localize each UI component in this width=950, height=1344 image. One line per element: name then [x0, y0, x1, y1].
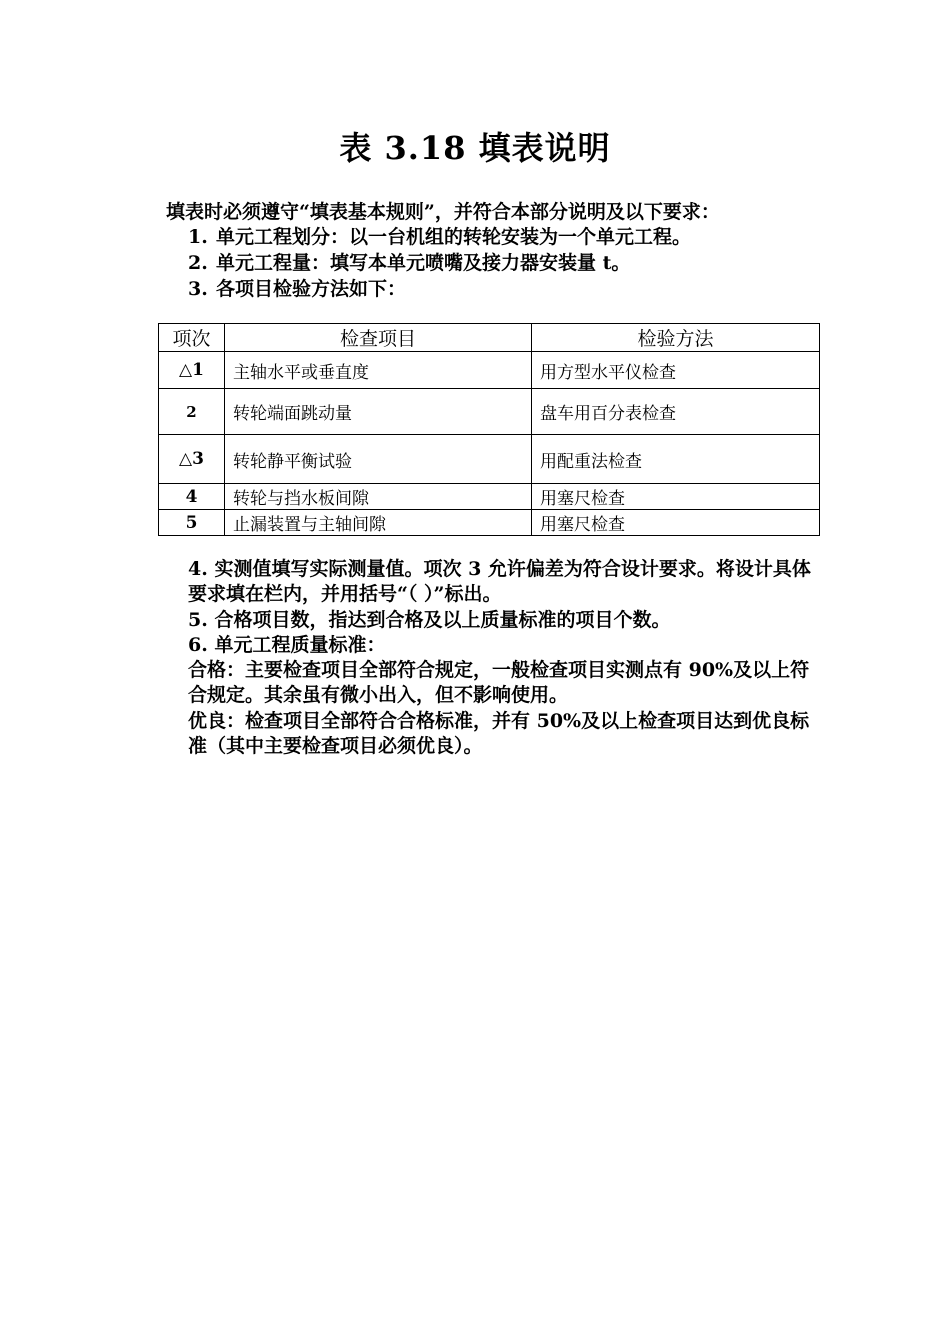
requirement-item [188, 250, 691, 276]
row-no: △3 [159, 435, 225, 484]
row-item: 主轴水平或垂直度 [225, 352, 532, 389]
page-title: 表 3.18 填表说明 [339, 129, 611, 167]
inspection-methods-table [158, 323, 820, 536]
header-no: 项次 [159, 324, 225, 352]
intro-text: 填表时必须遵守“填表基本规则”，并符合本部分说明及以下要求： [166, 201, 720, 223]
table-header-row [159, 324, 820, 352]
header-item: 检查项目 [225, 324, 532, 352]
row-method: 用方型水平仪检查 [532, 352, 820, 389]
table-row [159, 389, 820, 435]
note-paragraph: 6. 单元工程质量标准： [188, 633, 386, 656]
requirement-item [188, 224, 691, 250]
row-no: 2 [159, 389, 225, 435]
row-method: 用配重法检查 [532, 435, 820, 484]
row-method: 用塞尺检查 [532, 510, 820, 536]
note-paragraph: 4. 实测值填写实际测量值。项次 3 允许偏差为符合设计要求。将设计具体要求填在栏内，并用括号“（ ）”标出。 [188, 558, 811, 606]
requirement-item [188, 276, 691, 302]
row-item: 转轮静平衡试验 [225, 435, 532, 484]
notes-section [188, 557, 813, 759]
row-no: 4 [159, 484, 225, 510]
requirement-text: 单元工程划分：以一台机组的转轮安装为一个单元工程。 [216, 226, 692, 248]
requirement-text: 各项目检验方法如下： [216, 278, 407, 300]
note-paragraph: 5. 合格项目数，指达到合格及以上质量标准的项目个数。 [188, 608, 671, 631]
row-method: 盘车用百分表检查 [532, 389, 820, 435]
row-no: △1 [159, 352, 225, 389]
header-method: 检验方法 [532, 324, 820, 352]
row-no: 5 [159, 510, 225, 536]
requirement-number: 1. [188, 226, 208, 248]
requirement-text: 单元工程量：填写本单元喷嘴及接力器安装量 t。 [216, 252, 631, 274]
note-paragraph: 优良：检查项目全部符合合格标准，并有 50%及以上检查项目达到优良标准（其中主要检查项目必须优良）。 [188, 709, 810, 758]
table-row [159, 484, 820, 510]
row-item: 止漏装置与主轴间隙 [225, 510, 532, 536]
requirement-number: 2. [188, 252, 208, 274]
note-paragraph: 合格：主要检查项目全部符合规定，一般检查项目实测点有 90%及以上符合规定。其余虽有微小出入，但不影响使用。 [188, 659, 810, 707]
table-row [159, 435, 820, 484]
requirements-list [188, 224, 691, 302]
table-row [159, 352, 820, 389]
row-item: 转轮端面跳动量 [225, 389, 532, 435]
requirement-number: 3. [188, 278, 208, 300]
row-item: 转轮与挡水板间隙 [225, 484, 532, 510]
row-method: 用塞尺检查 [532, 484, 820, 510]
table-row [159, 510, 820, 536]
